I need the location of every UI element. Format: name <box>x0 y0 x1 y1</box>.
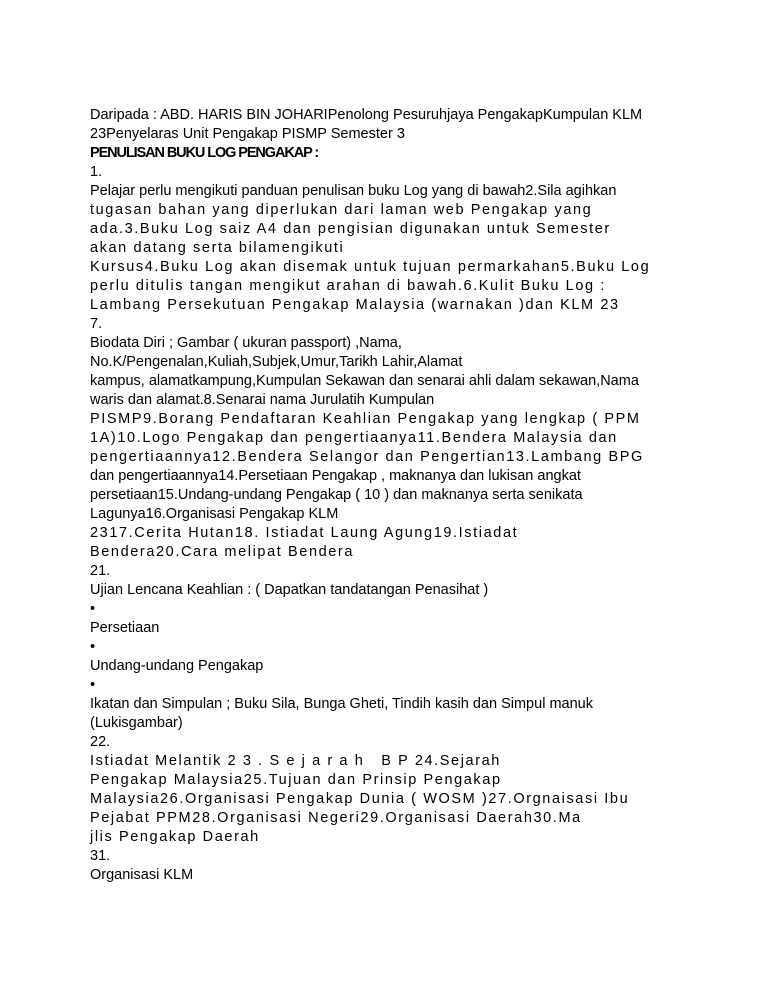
text-line: 7. <box>90 316 103 332</box>
text-line: pengertiaannya12.Bendera Selangor dan Pengertian13.Lambang BPG <box>90 449 644 465</box>
text-line: Pelajar perlu mengikuti panduan penulisan buku Log yang di bawah2.Sila agihkan <box>90 183 617 199</box>
text-line: 2317.Cerita Hutan18. Istiadat Laung Agung19.Istiadat <box>90 525 519 541</box>
text-line: dan pengertiaannya14.Persetiaan Pengakap , maknanya dan lukisan angkat <box>90 468 581 484</box>
text-line: Undang-undang Pengakap <box>90 658 264 674</box>
text-line: Lagunya16.Organisasi Pengakap KLM <box>90 506 339 522</box>
text-line: Istiadat Melantik 2 3 . S e j a r a h B P 24.Sejarah <box>90 753 501 769</box>
text-line: Ujian Lencana Keahlian : ( Dapatkan tandatangan Penasihat ) <box>90 582 489 598</box>
text-line: perlu ditulis tangan mengikut arahan di bawah.6.Kulit Buku Log : <box>90 278 606 294</box>
bullet: • <box>90 639 96 655</box>
text-line: 31. <box>90 848 111 864</box>
text-line: Biodata Diri ; Gambar ( ukuran passport) ,Nama, <box>90 335 402 351</box>
document-body <box>90 106 690 885</box>
text-line: Pejabat PPM28.Organisasi Negeri29.Organisasi Daerah30.Ma <box>90 810 582 826</box>
text-line: akan datang serta bilamengikuti <box>90 240 345 256</box>
text-line: Persetiaan <box>90 620 160 636</box>
text-line: 21. <box>90 563 111 579</box>
text-line: Bendera20.Cara melipat Bendera <box>90 544 355 560</box>
text-line: 22. <box>90 734 111 750</box>
text-line: (Lukisgambar) <box>90 715 183 731</box>
text-line: No.K/Pengenalan,Kuliah,Subjek,Umur,Tarikh Lahir,Alamat <box>90 354 463 370</box>
text-line: persetiaan15.Undang-undang Pengakap ( 10 ) dan maknanya serta senikata <box>90 487 583 503</box>
text-line: jlis Pengakap Daerah <box>90 829 260 845</box>
text-line: 1A)10.Logo Pengakap dan pengertiaanya11.Bendera Malaysia dan <box>90 430 618 446</box>
section-heading: PENULISAN BUKU LOG PENGAKAP : <box>90 145 319 161</box>
text-line: ada.3.Buku Log saiz A4 dan pengisian digunakan untuk Semester <box>90 221 611 237</box>
text-line: Daripada : ABD. HARIS BIN JOHARIPenolong Pesuruhjaya PengakapKumpulan KLM <box>90 107 643 123</box>
text-line: tugasan bahan yang diperlukan dari laman web Pengakap yang <box>90 202 593 218</box>
text-line: Pengakap Malaysia25.Tujuan dan Prinsip Pengakap <box>90 772 502 788</box>
text-line: Organisasi KLM <box>90 867 194 883</box>
text-line: PISMP9.Borang Pendaftaran Keahlian Pengakap yang lengkap ( PPM <box>90 411 641 427</box>
text-line: waris dan alamat.8.Senarai nama Jurulatih Kumpulan <box>90 392 435 408</box>
text-line: Ikatan dan Simpulan ; Buku Sila, Bunga Gheti, Tindih kasih dan Simpul manuk <box>90 696 593 712</box>
text-line: 23Penyelaras Unit Pengakap PISMP Semester 3 <box>90 126 405 142</box>
text-line: Kursus4.Buku Log akan disemak untuk tujuan permarkahan5.Buku Log <box>90 259 651 275</box>
text-line: kampus, alamatkampung,Kumpulan Sekawan dan senarai ahli dalam sekawan,Nama <box>90 373 639 389</box>
bullet: • <box>90 601 96 617</box>
bullet: • <box>90 677 96 693</box>
text-line: 1. <box>90 164 103 180</box>
text-line: Lambang Persekutuan Pengakap Malaysia (warnakan )dan KLM 23 <box>90 297 620 313</box>
text-line: Malaysia26.Organisasi Pengakap Dunia ( WOSM )27.Orgnaisasi Ibu <box>90 791 630 807</box>
